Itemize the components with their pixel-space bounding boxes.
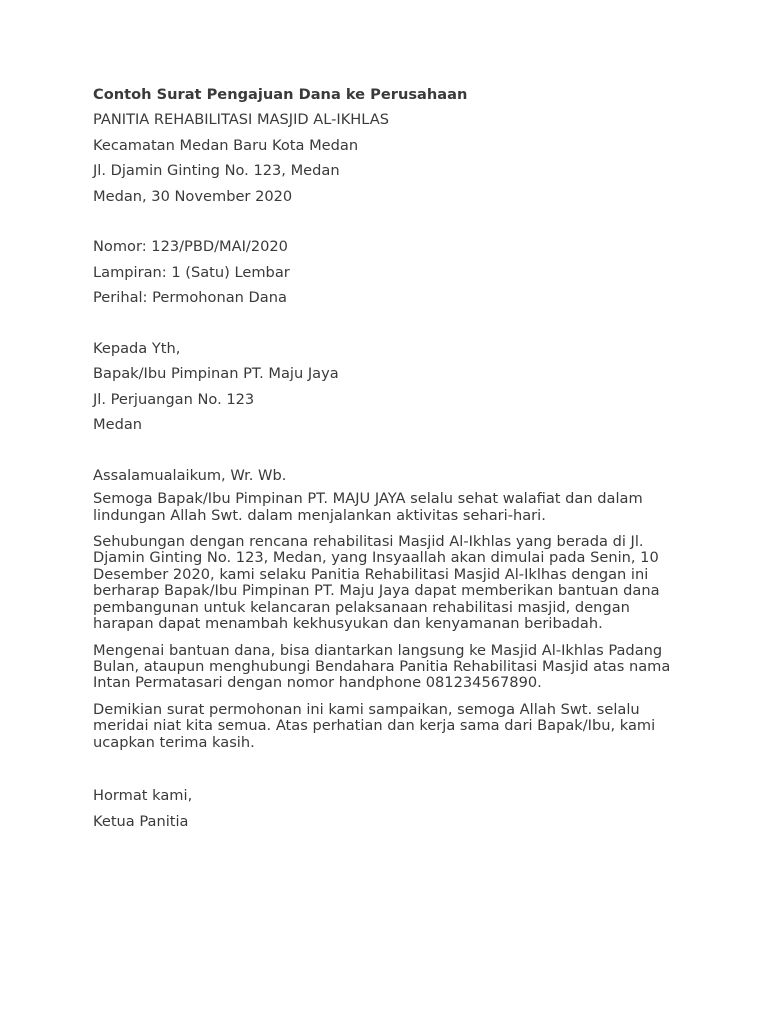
body-paragraph: Demikian surat permohonan ini kami sampaikan, semoga Allah Swt. selalu meridai niat kita semua. Atas perhatian dan kerja sama dari Bapak/Ibu, kami ucapkan terima kasih. (93, 700, 656, 751)
letter-body (93, 85, 683, 837)
letter-date: Medan, 30 November 2020 (93, 187, 293, 205)
body-paragraph: Semoga Bapak/Ibu Pimpinan PT. MAJU JAYA selalu sehat walafiat dan dalam lindungan Allah Swt. dalam menjalankan aktivitas sehari-hari. (93, 490, 643, 524)
sender-district: Kecamatan Medan Baru Kota Medan (93, 136, 359, 154)
sender-org: PANITIA REHABILITASI MASJID AL-IKHLAS (93, 111, 389, 129)
spacer (93, 761, 683, 786)
body-paragraph: Sehubungan dengan rencana rehabilitasi Masjid Al-Ikhlas yang berada di Jl. Djamin Ginting No. 123, Medan, yang Insyaallah akan dimulai pada Senin, 10 Desember 2020, kami selaku Panitia Rehabilitasi Masjid Al-Iklhas dengan ini berharap Bapak/Ibu Pimpinan PT. Maju Jaya dapat memberikan bantuan dana pembangunan untuk kelancaran pelaksanaan rehabilitasi masjid, dengan harapan dapat menambah kekhusyukan dan kenyamanan beribadah. (93, 533, 660, 633)
spacer (93, 212, 683, 237)
signatory: Ketua Panitia (93, 812, 189, 830)
greeting: Assalamualaikum, Wr. Wb. (93, 466, 287, 484)
letter-subject: Perihal: Permohonan Dana (93, 289, 287, 307)
letter-number: Nomor: 123/PBD/MAI/2020 (93, 238, 288, 256)
letter-attachment: Lampiran: 1 (Satu) Lembar (93, 263, 290, 281)
spacer (93, 440, 683, 465)
spacer (93, 314, 683, 339)
recipient-city: Medan (93, 416, 143, 434)
recipient-salutation: Kepada Yth, (93, 339, 181, 357)
closing: Hormat kami, (93, 787, 193, 805)
body-paragraph: Mengenai bantuan dana, bisa diantarkan langsung ke Masjid Al-Ikhlas Padang Bulan, ataupun menghubungi Bendahara Panitia Rehabilitasi Masjid atas nama Intan Permatasari dengan nomor handphone 081234567890. (93, 641, 671, 692)
recipient-name: Bapak/Ibu Pimpinan PT. Maju Jaya (93, 365, 339, 383)
sender-address: Jl. Djamin Ginting No. 123, Medan (93, 162, 340, 180)
recipient-address: Jl. Perjuangan No. 123 (93, 390, 255, 408)
document-title: Contoh Surat Pengajuan Dana ke Perusahaan (93, 86, 468, 103)
